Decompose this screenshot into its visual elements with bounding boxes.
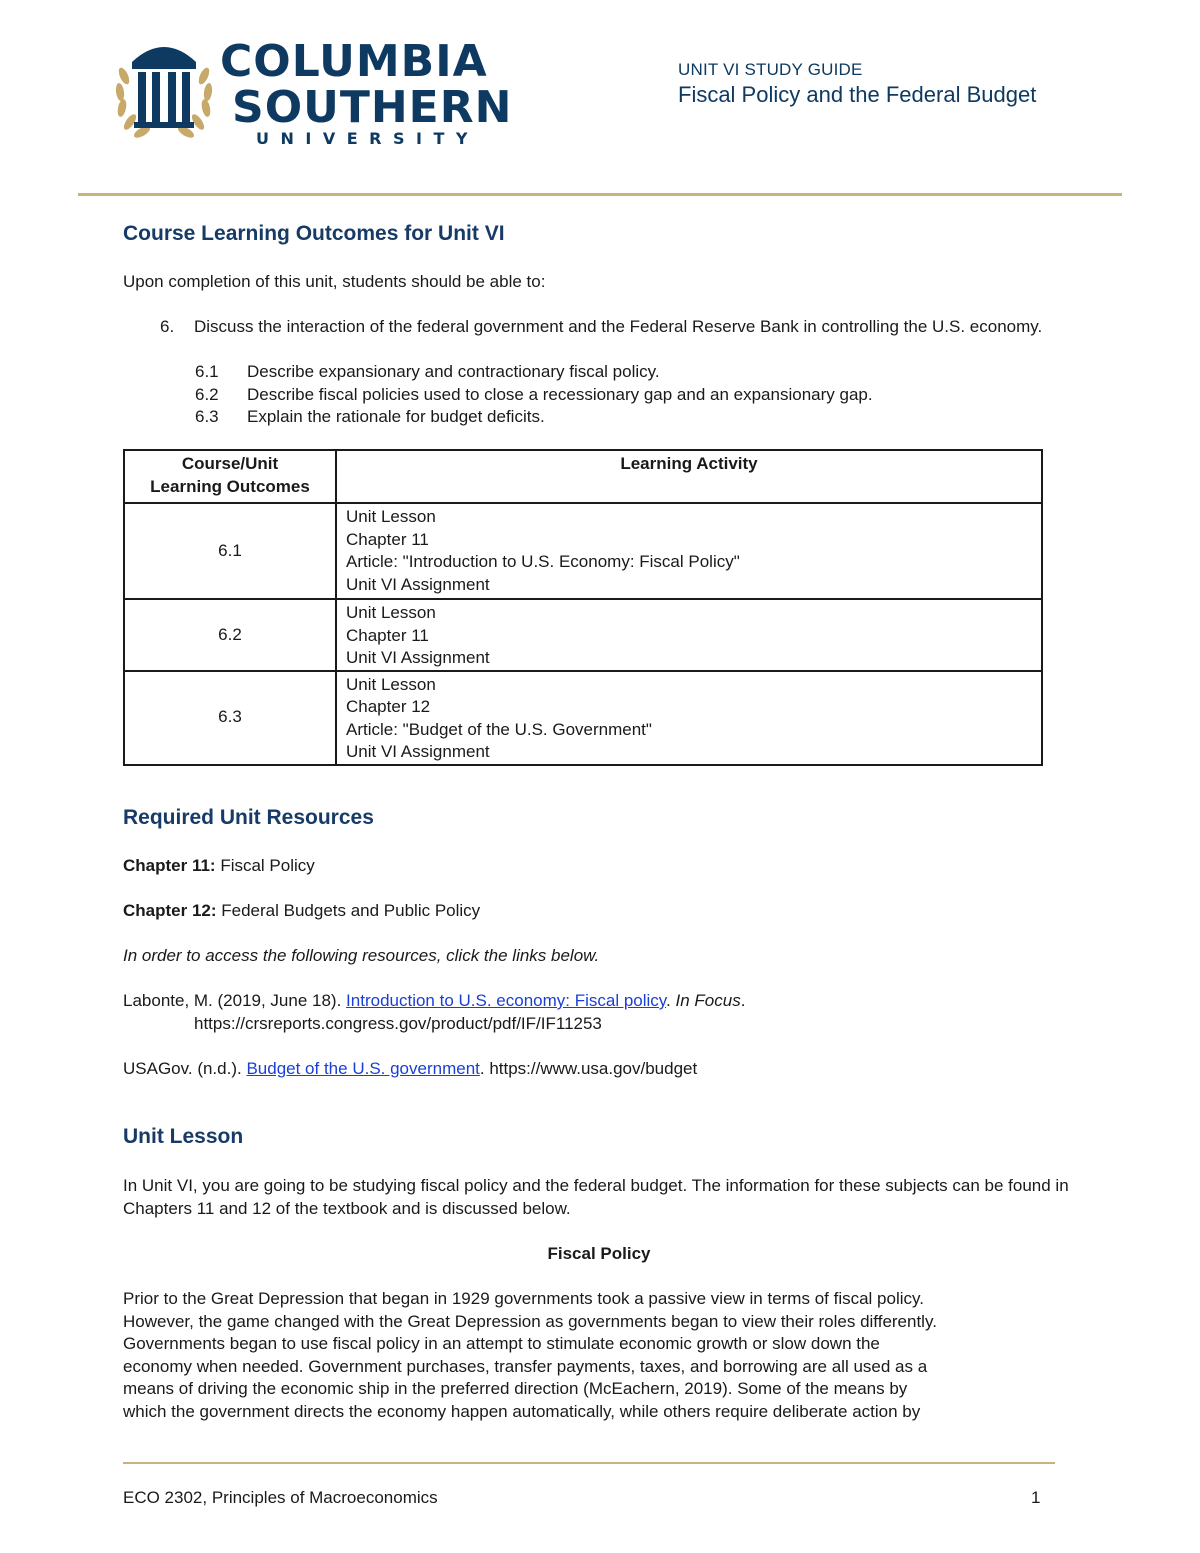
- footer-course: ECO 2302, Principles of Macroeconomics: [123, 1488, 438, 1507]
- chapter-12-label: Chapter 12:: [123, 901, 217, 920]
- paragraph-line: Governments began to use fiscal policy in an attempt to stimulate economic growth or slow down the: [123, 1334, 880, 1353]
- activity-item: Chapter 11: [346, 529, 429, 549]
- activity-item: Unit VI Assignment: [346, 742, 490, 761]
- outcome-number: 6.: [160, 317, 175, 336]
- table-row: [124, 503, 1042, 599]
- activity-item: Chapter 12: [346, 697, 431, 716]
- reference-usagov: [123, 1058, 697, 1081]
- activity-item: Unit VI Assignment: [346, 574, 490, 594]
- chapter-11-title: Fiscal Policy: [215, 856, 315, 875]
- col-outcomes-header-line1: Course/Unit: [181, 454, 279, 473]
- activity-cell: [336, 599, 1042, 671]
- outcomes-heading: Course Learning Outcomes for Unit VI: [123, 222, 505, 245]
- activity-item: Unit VI Assignment: [346, 648, 490, 667]
- activity-item: Unit Lesson: [346, 674, 436, 694]
- col-outcomes-header-line2: Learning Outcomes: [150, 476, 310, 496]
- suboutcome-number: 6.2: [195, 385, 219, 404]
- ref1-author: Labonte, M. (2019, June 18).: [123, 991, 347, 1010]
- activity-cell: [336, 503, 1042, 599]
- columns-laurel-icon: [112, 32, 216, 150]
- chapter-11-label: Chapter 11:: [123, 856, 216, 875]
- outcome-cell: 6.1: [124, 503, 336, 599]
- outcome-text: Discuss the interaction of the federal government and the Federal Reserve Bank in controlling the U.S. economy.: [194, 317, 1043, 336]
- ref1-after: .: [666, 991, 676, 1010]
- outcome-cell: 6.2: [124, 599, 336, 671]
- lesson-heading: Unit Lesson: [123, 1125, 244, 1148]
- suboutcome-number: 6.1: [195, 362, 219, 381]
- outcomes-intro: Upon completion of this unit, students should be able to:: [123, 272, 546, 291]
- ref2-author: USAGov. (n.d.).: [123, 1059, 247, 1078]
- header-divider: [78, 193, 1122, 196]
- resources-heading: Required Unit Resources: [123, 806, 374, 829]
- page-number: 1: [1031, 1488, 1041, 1507]
- suboutcome-number: 6.3: [195, 407, 219, 426]
- table-header-row: [124, 450, 1042, 503]
- paragraph-line: economy when needed. Government purchases, transfer payments, taxes, and borrowing are all used as a: [123, 1356, 928, 1376]
- ref1-journal: In Focus: [675, 991, 741, 1010]
- chapter-12-resource: [123, 900, 480, 923]
- outcomes-activity-table: [123, 449, 1043, 766]
- ref2-link[interactable]: Budget of the U.S. government: [246, 1059, 480, 1078]
- outcomes-list: [0, 316, 1200, 436]
- activity-item: Unit Lesson: [346, 603, 436, 622]
- fiscal-policy-subheading: Fiscal Policy: [547, 1244, 651, 1263]
- paragraph-line: However, the game changed with the Great Depression as governments began to view their roles differently.: [123, 1311, 937, 1331]
- paragraph-line: Prior to the Great Depression that began in 1929 governments took a passive view in terms of fiscal policy.: [123, 1289, 924, 1308]
- activity-cell: [336, 671, 1042, 765]
- table-row: [124, 671, 1042, 765]
- col-activity-header: Learning Activity: [336, 450, 1042, 503]
- suboutcome-text: Describe fiscal policies used to close a recessionary gap and an expansionary gap.: [247, 385, 873, 404]
- paragraph-line: means of driving the economic ship in the preferred direction (McEachern, 2019). Some of the means by: [123, 1379, 908, 1398]
- activity-item: Article: "Introduction to U.S. Economy: Fiscal Policy": [346, 552, 740, 571]
- suboutcome-text: Describe expansionary and contractionary fiscal policy.: [247, 362, 660, 381]
- lesson-paragraph: [123, 1288, 1083, 1423]
- logo-line-southern: SOUTHERN: [232, 82, 513, 133]
- activity-item: Article: "Budget of the U.S. Government": [346, 719, 652, 739]
- ref1-url: https://crsreports.congress.gov/product/pdf/IF/IF11253: [194, 1013, 602, 1033]
- unit-title: UNIT VI STUDY GUIDE: [678, 60, 863, 79]
- footer-divider: [123, 1462, 1055, 1464]
- suboutcome-text: Explain the rationale for budget deficits.: [247, 407, 545, 426]
- col-outcomes-header: [124, 450, 336, 503]
- ref1-end: .: [740, 991, 746, 1010]
- chapter-12-title: Federal Budgets and Public Policy: [216, 901, 481, 920]
- ref1-link[interactable]: Introduction to U.S. economy: Fiscal policy: [346, 991, 667, 1010]
- chapter-11-resource: [123, 855, 315, 878]
- access-note: In order to access the following resources, click the links below.: [123, 946, 600, 965]
- logo-line-columbia: COLUMBIA: [220, 36, 488, 87]
- reference-labonte: [123, 990, 1063, 1035]
- logo-line-university: UNIVERSITY: [256, 129, 479, 148]
- university-logo: [112, 32, 513, 152]
- outcome-cell: 6.3: [124, 671, 336, 765]
- paragraph-line: which the government directs the economy happen automatically, while others require deliberate action by: [123, 1401, 921, 1421]
- unit-subtitle: Fiscal Policy and the Federal Budget: [678, 82, 1037, 107]
- activity-item: Chapter 11: [346, 625, 429, 645]
- activity-item: Unit Lesson: [346, 507, 436, 526]
- ref2-after: . https://www.usa.gov/budget: [479, 1059, 698, 1078]
- header-titles: [678, 60, 1036, 108]
- lesson-intro: In Unit VI, you are going to be studying fiscal policy and the federal budget. The information for these subjects can be found in Chapters 11 and 12 of the textbook and is discussed below.: [123, 1176, 1069, 1218]
- table-row: [124, 599, 1042, 671]
